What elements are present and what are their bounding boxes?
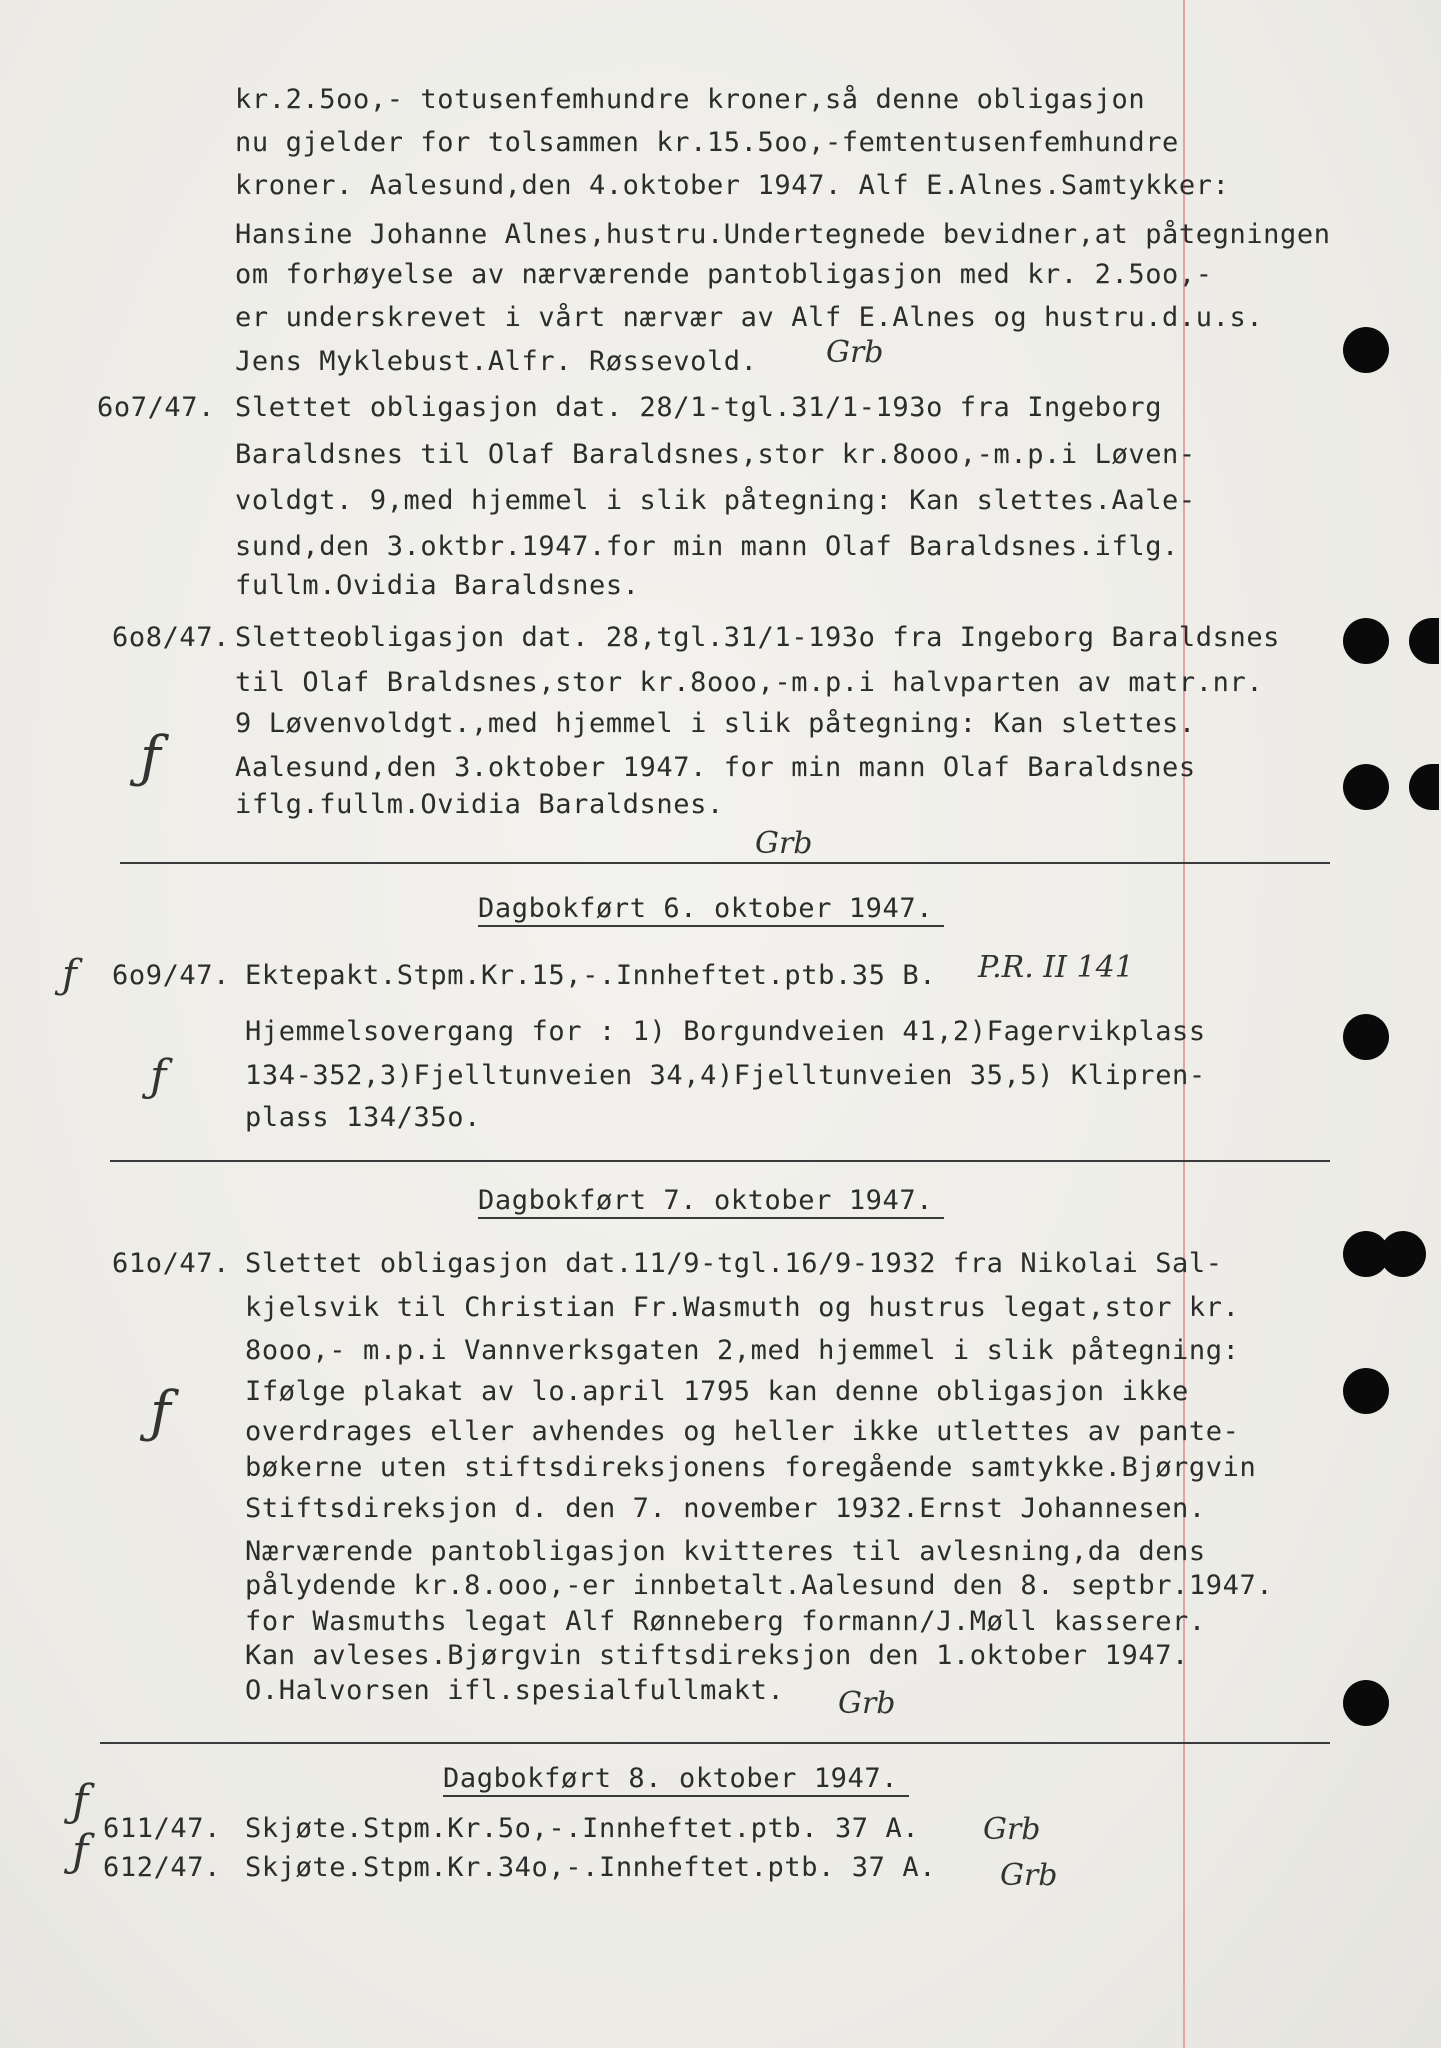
- text-line: Skjøte.Stpm.Kr.5o,-.Innheftet.ptb. 37 A.: [245, 1813, 920, 1844]
- handwritten-initials: Grb: [826, 335, 884, 370]
- text-line: kjelsvik til Christian Fr.Wasmuth og hustrus legat,stor kr.: [245, 1292, 1240, 1323]
- heading-underline: [443, 1795, 909, 1797]
- punch-hole-icon: [1409, 618, 1439, 664]
- text-line: voldgt. 9,med hjemmel i slik påtegning: Kan slettes.Aale-: [235, 485, 1196, 516]
- punch-hole-icon: [1343, 327, 1389, 373]
- text-line: kr.2.5oo,- totusenfemhundre kroner,så denne obligasjon: [235, 84, 1146, 115]
- text-line: kroner. Aalesund,den 4.oktober 1947. Alf E.Alnes.Samtykker:: [235, 170, 1230, 201]
- handwritten-mark-icon: ƒ: [150, 1051, 167, 1102]
- handwritten-mark-icon: ƒ: [150, 1380, 171, 1445]
- handwritten-mark-icon: ƒ: [140, 725, 161, 790]
- text-line: Slettet obligasjon dat. 28/1-tgl.31/1-193o fra Ingeborg: [235, 392, 1163, 423]
- text-line: O.Halvorsen ifl.spesialfullmakt.: [245, 1675, 785, 1706]
- punch-hole-icon: [1343, 764, 1389, 810]
- text-line: bøkerne uten stiftsdireksjonens foregående samtykke.Bjørgvin: [245, 1452, 1257, 1483]
- text-line: Jens Myklebust.Alfr. Røssevold.: [235, 346, 758, 377]
- punch-hole-icon: [1343, 1014, 1389, 1060]
- entry-number: 61o/47.: [112, 1248, 230, 1279]
- text-line: sund,den 3.oktbr.1947.for min mann Olaf Baraldsnes.iflg.: [235, 531, 1179, 562]
- heading-underline: [478, 925, 944, 927]
- entry-number: 612/47.: [103, 1852, 221, 1883]
- text-line: Slettet obligasjon dat.11/9-tgl.16/9-1932 fra Nikolai Sal-: [245, 1248, 1223, 1279]
- text-line: iflg.fullm.Ovidia Baraldsnes.: [235, 789, 724, 820]
- text-line: fullm.Ovidia Baraldsnes.: [235, 570, 640, 601]
- entry-number: 6o7/47.: [97, 392, 215, 423]
- handwritten-initials: Grb: [983, 1812, 1041, 1847]
- text-line: 134-352,3)Fjelltunveien 34,4)Fjelltunveien 35,5) Klipren-: [245, 1060, 1206, 1091]
- section-heading: Dagbokført 8. oktober 1947.: [443, 1763, 899, 1794]
- punch-hole-icon: [1343, 1680, 1389, 1726]
- handwritten-initials: Grb: [1000, 1858, 1058, 1893]
- punch-hole-icon: [1380, 1231, 1426, 1277]
- text-line: 9 Løvenvoldgt.,med hjemmel i slik påtegning: Kan slettes.: [235, 708, 1196, 739]
- text-line: for Wasmuths legat Alf Rønneberg formann/J.Møll kasserer.: [245, 1606, 1206, 1637]
- text-line: til Olaf Braldsnes,stor kr.8ooo,-m.p.i halvparten av matr.nr.: [235, 667, 1264, 698]
- section-heading: Dagbokført 6. oktober 1947.: [478, 893, 934, 924]
- text-line: Nærværende pantobligasjon kvitteres til avlesning,da dens: [245, 1536, 1206, 1567]
- section-heading: Dagbokført 7. oktober 1947.: [478, 1185, 934, 1216]
- section-rule: [110, 1160, 1330, 1162]
- heading-underline: [478, 1217, 944, 1219]
- text-line: overdrages eller avhendes og heller ikke utlettes av pante-: [245, 1416, 1240, 1447]
- handwritten-initials: Grb: [755, 826, 813, 861]
- punch-hole-icon: [1343, 1368, 1389, 1414]
- text-line: nu gjelder for tolsammen kr.15.5oo,-femtentusenfemhundre: [235, 127, 1179, 158]
- handwritten-initials: Grb: [838, 1686, 896, 1721]
- text-line: Stiftsdireksjon d. den 7. november 1932.Ernst Johannesen.: [245, 1493, 1206, 1524]
- entry-number: 611/47.: [103, 1813, 221, 1844]
- handwritten-mark-icon: ƒ: [62, 952, 77, 998]
- punch-hole-icon: [1343, 618, 1389, 664]
- text-line: Ifølge plakat av lo.april 1795 kan denne obligasjon ikke: [245, 1376, 1189, 1407]
- text-line: om forhøyelse av nærværende pantobligasjon med kr. 2.5oo,-: [235, 259, 1213, 290]
- text-line: pålydende kr.8.ooo,-er innbetalt.Aalesund den 8. septbr.1947.: [245, 1570, 1274, 1601]
- text-line: Hansine Johanne Alnes,hustru.Undertegnede bevidner,at påtegningen: [235, 219, 1331, 250]
- text-line: plass 134/35o.: [245, 1102, 481, 1133]
- section-rule: [100, 1742, 1330, 1744]
- text-line: er underskrevet i vårt nærvær av Alf E.Alnes og hustru.d.u.s.: [235, 302, 1264, 333]
- entry-number: 6o9/47.: [112, 960, 230, 991]
- handwritten-mark-icon: ƒ: [72, 1776, 89, 1827]
- handwritten-mark-icon: ƒ: [72, 1826, 89, 1877]
- text-line: Hjemmelsovergang for : 1) Borgundveien 41,2)Fagervikplass: [245, 1016, 1206, 1047]
- text-line: Baraldsnes til Olaf Baraldsnes,stor kr.8ooo,-m.p.i Løven-: [235, 439, 1196, 470]
- entry-number: 6o8/47.: [112, 622, 230, 653]
- section-rule: [120, 862, 1330, 864]
- text-line: 8ooo,- m.p.i Vannverksgaten 2,med hjemmel i slik påtegning:: [245, 1335, 1240, 1366]
- text-line: Skjøte.Stpm.Kr.34o,-.Innheftet.ptb. 37 A.: [245, 1852, 937, 1883]
- text-line: Sletteobligasjon dat. 28,tgl.31/1-193o fra Ingeborg Baraldsnes: [235, 622, 1281, 653]
- text-line: Aalesund,den 3.oktober 1947. for min mann Olaf Baraldsnes: [235, 752, 1196, 783]
- punch-hole-icon: [1409, 764, 1439, 810]
- text-line: Kan avleses.Bjørgvin stiftsdireksjon den 1.oktober 1947.: [245, 1640, 1189, 1671]
- handwritten-reference: P.R. II 141: [978, 950, 1134, 985]
- text-line: Ektepakt.Stpm.Kr.15,-.Innheftet.ptb.35 B.: [245, 960, 937, 991]
